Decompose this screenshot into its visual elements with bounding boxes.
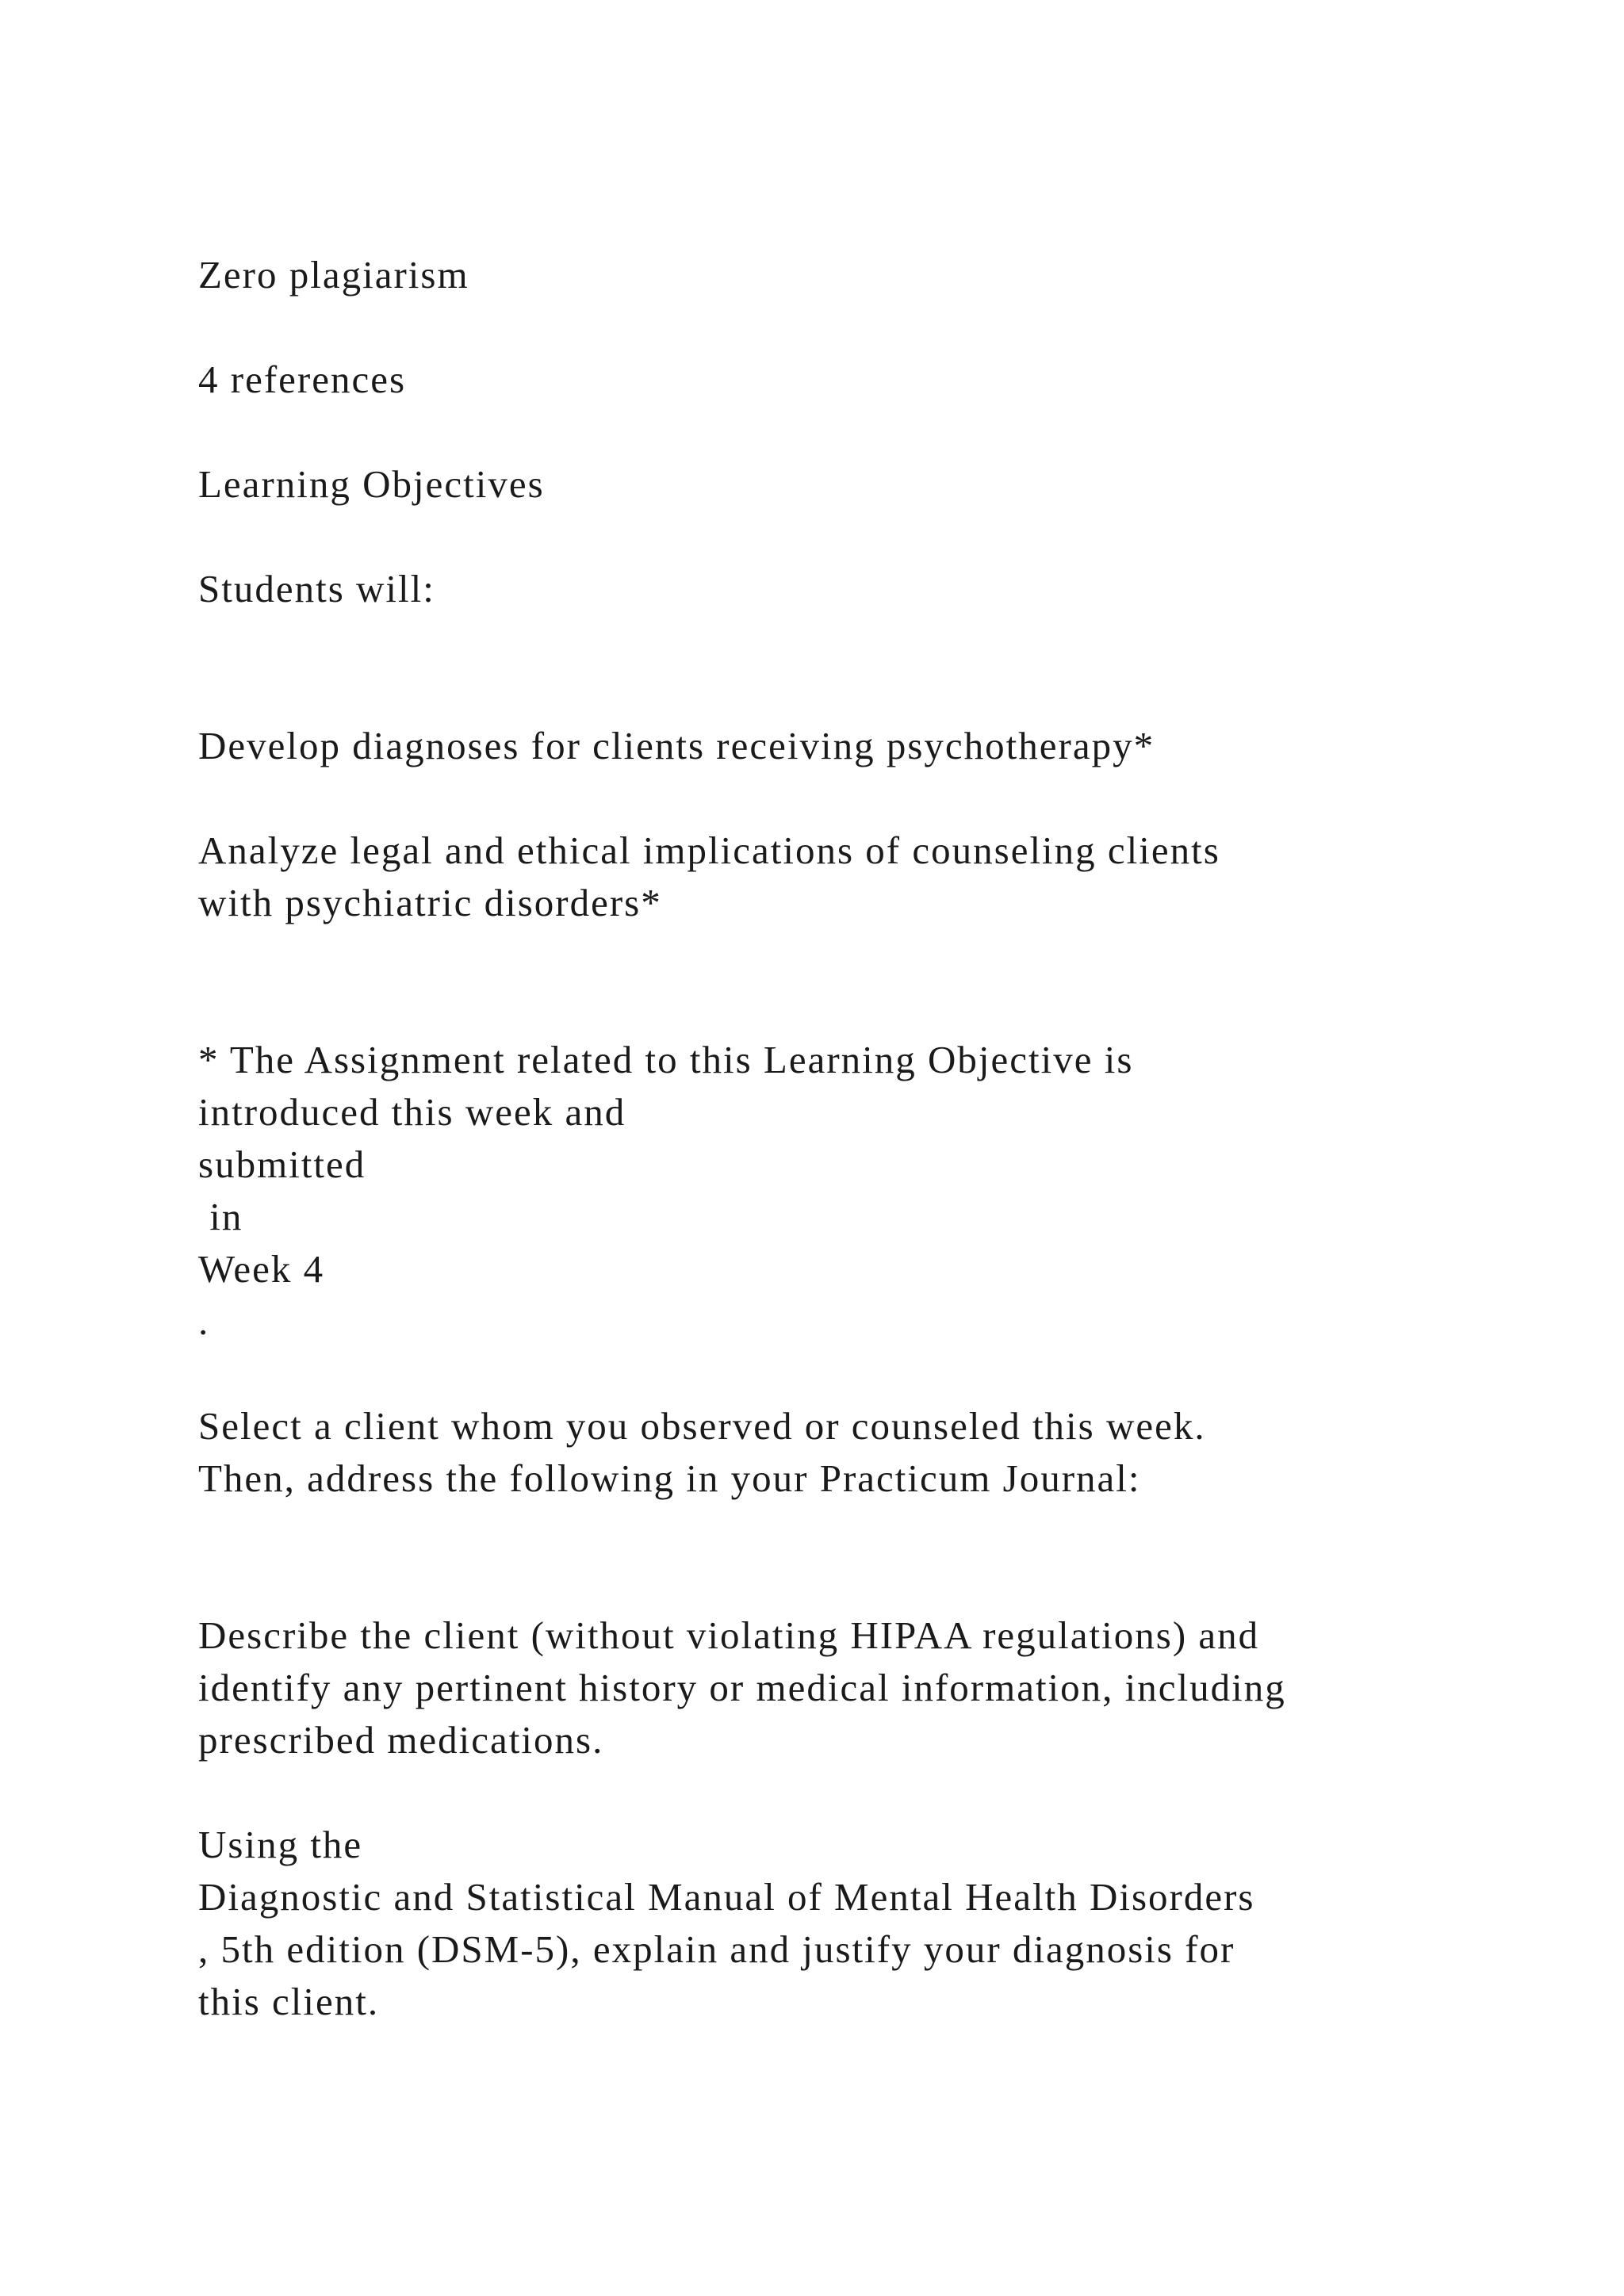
objective-develop-diagnoses: Develop diagnoses for clients receiving psychotherapy* — [198, 724, 1155, 767]
heading-learning-objectives: Learning Objectives — [198, 462, 545, 506]
note-assignment-line5: Week 4 — [198, 1247, 325, 1291]
note-assignment-line4: in — [198, 1195, 243, 1238]
task-describe-client-line3: prescribed medications. — [198, 1718, 604, 1762]
note-assignment-line3: submitted — [198, 1142, 366, 1186]
text-students-will: Students will: — [198, 567, 435, 610]
note-assignment-line1: * The Assignment related to this Learning Objective is — [198, 1038, 1134, 1081]
task-describe-client-line1: Describe the client (without violating HIPAA regulations) and — [198, 1613, 1260, 1657]
note-assignment-line2: introduced this week and — [198, 1090, 626, 1134]
task-dsm-line4: this client. — [198, 1980, 380, 2023]
task-describe-client-line2: identify any pertinent history or medical information, including — [198, 1666, 1286, 1709]
objective-analyze-legal-line1: Analyze legal and ethical implications of counseling clients — [198, 828, 1220, 872]
note-assignment-line6: . — [198, 1299, 210, 1343]
task-dsm-line1: Using the — [198, 1823, 363, 1866]
instruction-select-client-line1: Select a client whom you observed or counseled this week. — [198, 1404, 1206, 1448]
task-dsm-line2: Diagnostic and Statistical Manual of Mental Health Disorders — [198, 1875, 1255, 1919]
task-dsm-line3: , 5th edition (DSM-5), explain and justify your diagnosis for — [198, 1927, 1235, 1971]
text-zero-plagiarism: Zero plagiarism — [198, 253, 469, 297]
objective-analyze-legal-line2: with psychiatric disorders* — [198, 881, 662, 924]
text-references: 4 references — [198, 358, 407, 401]
instruction-select-client-line2: Then, address the following in your Practicum Journal: — [198, 1456, 1141, 1500]
